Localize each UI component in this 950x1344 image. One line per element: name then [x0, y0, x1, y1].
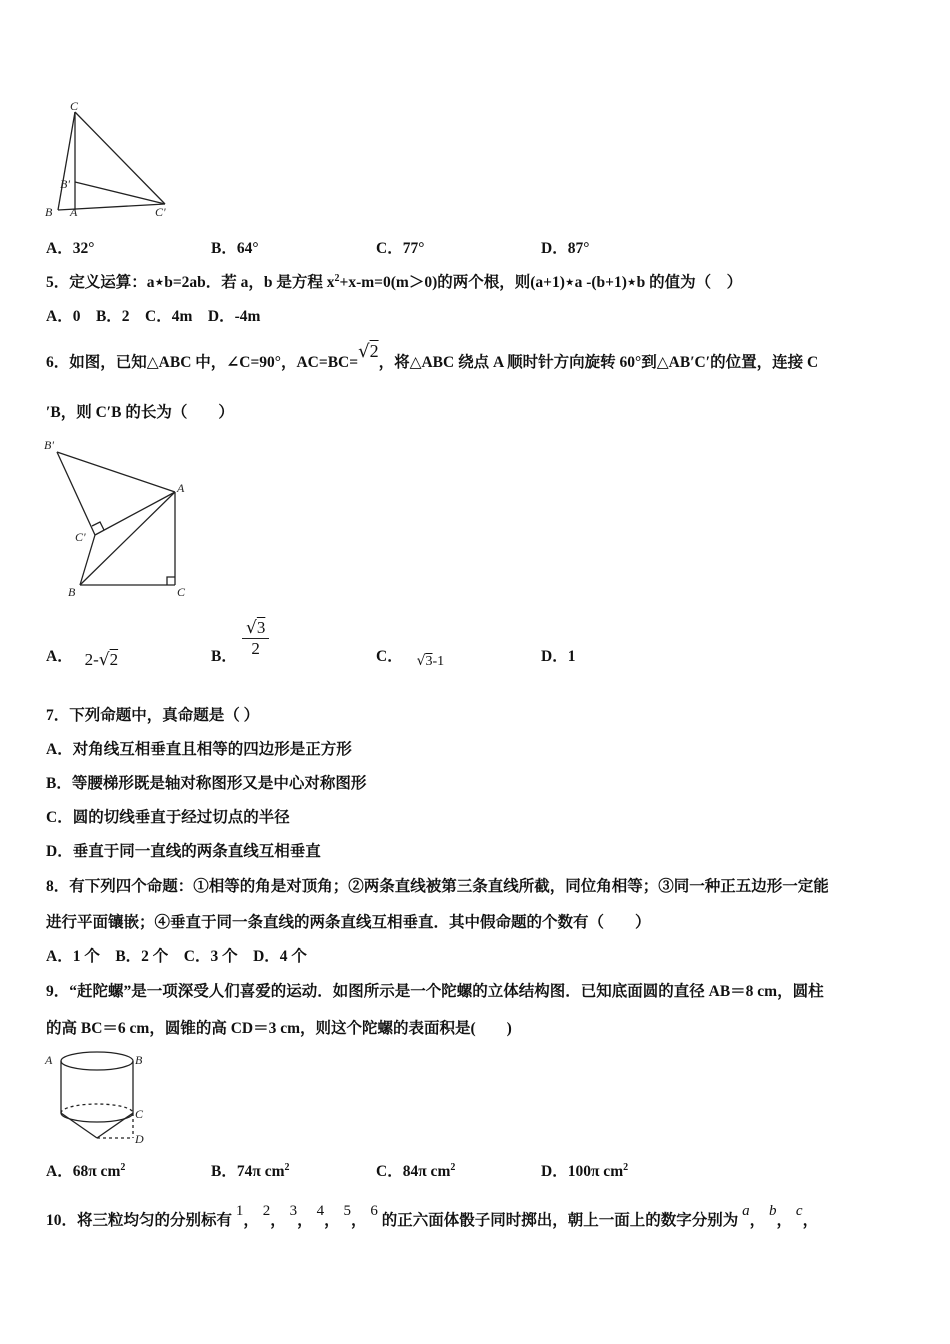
q10-sep: ， — [270, 1212, 286, 1229]
q7-option-d: D．垂直于同一直线的两条直线互相垂直 — [46, 843, 321, 860]
q4-option-d: D．87° — [541, 240, 590, 257]
q9-label-b: B — [135, 1053, 143, 1067]
q9-option-d-sup: 2 — [623, 1161, 629, 1173]
q4-label-b: B — [45, 205, 53, 219]
q10-num-3: 3 — [289, 1203, 298, 1219]
q6-sqrt-value: 2 — [369, 341, 379, 361]
q9-stem-line1: 9．“赶陀螺”是一项深受人们喜爱的运动．如图所示是一个陀螺的立体结构图．已知底面圆的直径 AB＝8 cm，圆柱 — [46, 983, 824, 1000]
q6-option-a-value: 2- — [84, 650, 99, 669]
q6-option-c — [376, 644, 445, 669]
q6-label-b-prime: B' — [44, 438, 54, 452]
q6-option-c-sqrt: 3 — [425, 654, 433, 669]
q6-rotated-triangle-figure — [40, 435, 200, 605]
q9-option-a-sup: 2 — [120, 1161, 126, 1173]
q4-label-c: C — [70, 100, 79, 113]
q8-stem-line2: 进行平面镶嵌；④垂直于同一条直线的两条直线互相垂直．其中假命题的个数有（ ） — [46, 914, 651, 931]
q6-option-a-label: A． — [46, 648, 73, 665]
q10-sep: ， — [324, 1212, 340, 1229]
q9-option-b — [211, 1159, 290, 1181]
q4-option-c: C．77° — [376, 240, 425, 257]
q4-option-a: A．32° — [46, 240, 95, 257]
q4-label-b-prime: B' — [60, 177, 70, 191]
q6-option-d: D．1 — [541, 648, 576, 665]
q9-option-d — [541, 1159, 628, 1181]
q10-var-b: b — [769, 1203, 777, 1219]
q5-options: A．0 B．2 C．4m D．-4m — [46, 308, 261, 325]
q8-stem-line1: 8．有下列四个命题：①相等的角是对顶角；②两条直线被第三条直线所截，同位角相等；③同一种正五边形一定能 — [46, 878, 829, 895]
q9-label-a: A — [45, 1053, 53, 1067]
q5-stem-part2: +x-m=0(m＞0)的两个根，则(a+1)⋆a -(b+1)⋆b 的值为（ ） — [339, 274, 743, 291]
q7-option-b: B．等腰梯形既是轴对称图形又是中心对称图形 — [46, 775, 367, 792]
q9-option-c — [376, 1159, 455, 1181]
q6-option-b-label: B． — [211, 648, 237, 665]
q9-label-d: D — [135, 1132, 144, 1146]
q8-options: A．1 个 B．2 个 C．3 个 D．4 个 — [46, 948, 307, 965]
q6-option-b-denominator: 2 — [251, 639, 260, 658]
q6-label-c-prime: C' — [75, 530, 86, 544]
q6-label-c: C — [177, 585, 186, 599]
q9-option-c-sup: 2 — [450, 1161, 456, 1173]
q6-label-b: B — [68, 585, 76, 599]
q5-stem-part1: 5．定义运算：a⋆b=2ab．若 a，b 是方程 x — [46, 274, 335, 291]
q5-exponent: 2 — [334, 272, 340, 284]
q9-option-b-sup: 2 — [284, 1161, 290, 1173]
q6-stem-part1: 6．如图，已知△ABC 中，∠C=90°，AC=BC= — [46, 354, 359, 371]
q6-option-b-numerator: 3 — [256, 618, 266, 637]
q6-option-c-rest: -1 — [432, 654, 445, 669]
q9-option-a-text: A．68π cm — [46, 1163, 121, 1180]
q7-option-a: A．对角线互相垂直且相等的四边形是正方形 — [46, 741, 352, 758]
sqrt-symbol: √ — [416, 653, 426, 669]
q6-stem-part2: ，将△ABC 绕点 A 顺时针方向旋转 60°到△AB′C′的位置，连接 C — [378, 354, 819, 371]
sqrt-symbol: √ — [358, 341, 370, 362]
q10-num-1: 1 — [235, 1203, 244, 1219]
sqrt-symbol: √ — [98, 650, 110, 670]
q10-num-6: 6 — [370, 1203, 378, 1219]
q10-sep: ， — [297, 1212, 313, 1229]
q10-stem-part1: 10．将三粒均匀的分别标有 — [46, 1212, 233, 1229]
q5-stem — [46, 270, 742, 292]
q10-num-4: 4 — [316, 1203, 325, 1219]
q4-option-b: B．64° — [211, 240, 259, 257]
q9-label-c: C — [135, 1107, 144, 1121]
q10-stem-part2: 的正六面体骰子同时掷出，朝上一面上的数字分别为 — [381, 1212, 739, 1229]
q6-label-a: A — [177, 481, 185, 495]
q9-option-a — [46, 1159, 125, 1181]
q10-sep: ， — [776, 1212, 793, 1229]
q10-stem — [46, 1203, 819, 1230]
q4-label-c-prime: C' — [155, 205, 166, 219]
q10-sep: ， — [243, 1212, 259, 1229]
q4-label-a: A — [70, 205, 78, 219]
q6-option-a — [46, 644, 119, 670]
q6-stem-line1 — [46, 341, 819, 372]
sqrt-symbol: √ — [246, 618, 257, 638]
q10-num-5: 5 — [343, 1203, 351, 1219]
q7-option-c: C．圆的切线垂直于经过切点的半径 — [46, 809, 290, 826]
q10-var-c: c — [795, 1203, 803, 1219]
q10-var-a: a — [742, 1203, 750, 1219]
q9-option-d-text: D．100π cm — [541, 1163, 624, 1180]
q10-sep: ， — [749, 1212, 766, 1229]
q10-tail: ， — [802, 1212, 819, 1229]
q9-spinning-top-figure — [40, 1045, 160, 1150]
q9-option-b-text: B．74π cm — [211, 1163, 285, 1180]
q6-option-a-sqrt: 2 — [109, 650, 119, 669]
q9-stem-line2: 的高 BC＝6 cm，圆锥的高 CD＝3 cm，则这个陀螺的表面积是( ) — [46, 1020, 512, 1037]
q6-option-c-label: C． — [376, 648, 403, 665]
q7-stem: 7．下列命题中，真命题是（ ） — [46, 707, 260, 724]
q4-triangle-figure — [40, 100, 180, 220]
q6-stem-line2: ′B，则 C′B 的长为（ ） — [46, 404, 234, 421]
q9-option-c-text: C．84π cm — [376, 1163, 451, 1180]
q10-num-2: 2 — [262, 1203, 271, 1219]
q10-sep: ， — [350, 1212, 367, 1229]
q6-option-b-fraction — [242, 618, 269, 659]
